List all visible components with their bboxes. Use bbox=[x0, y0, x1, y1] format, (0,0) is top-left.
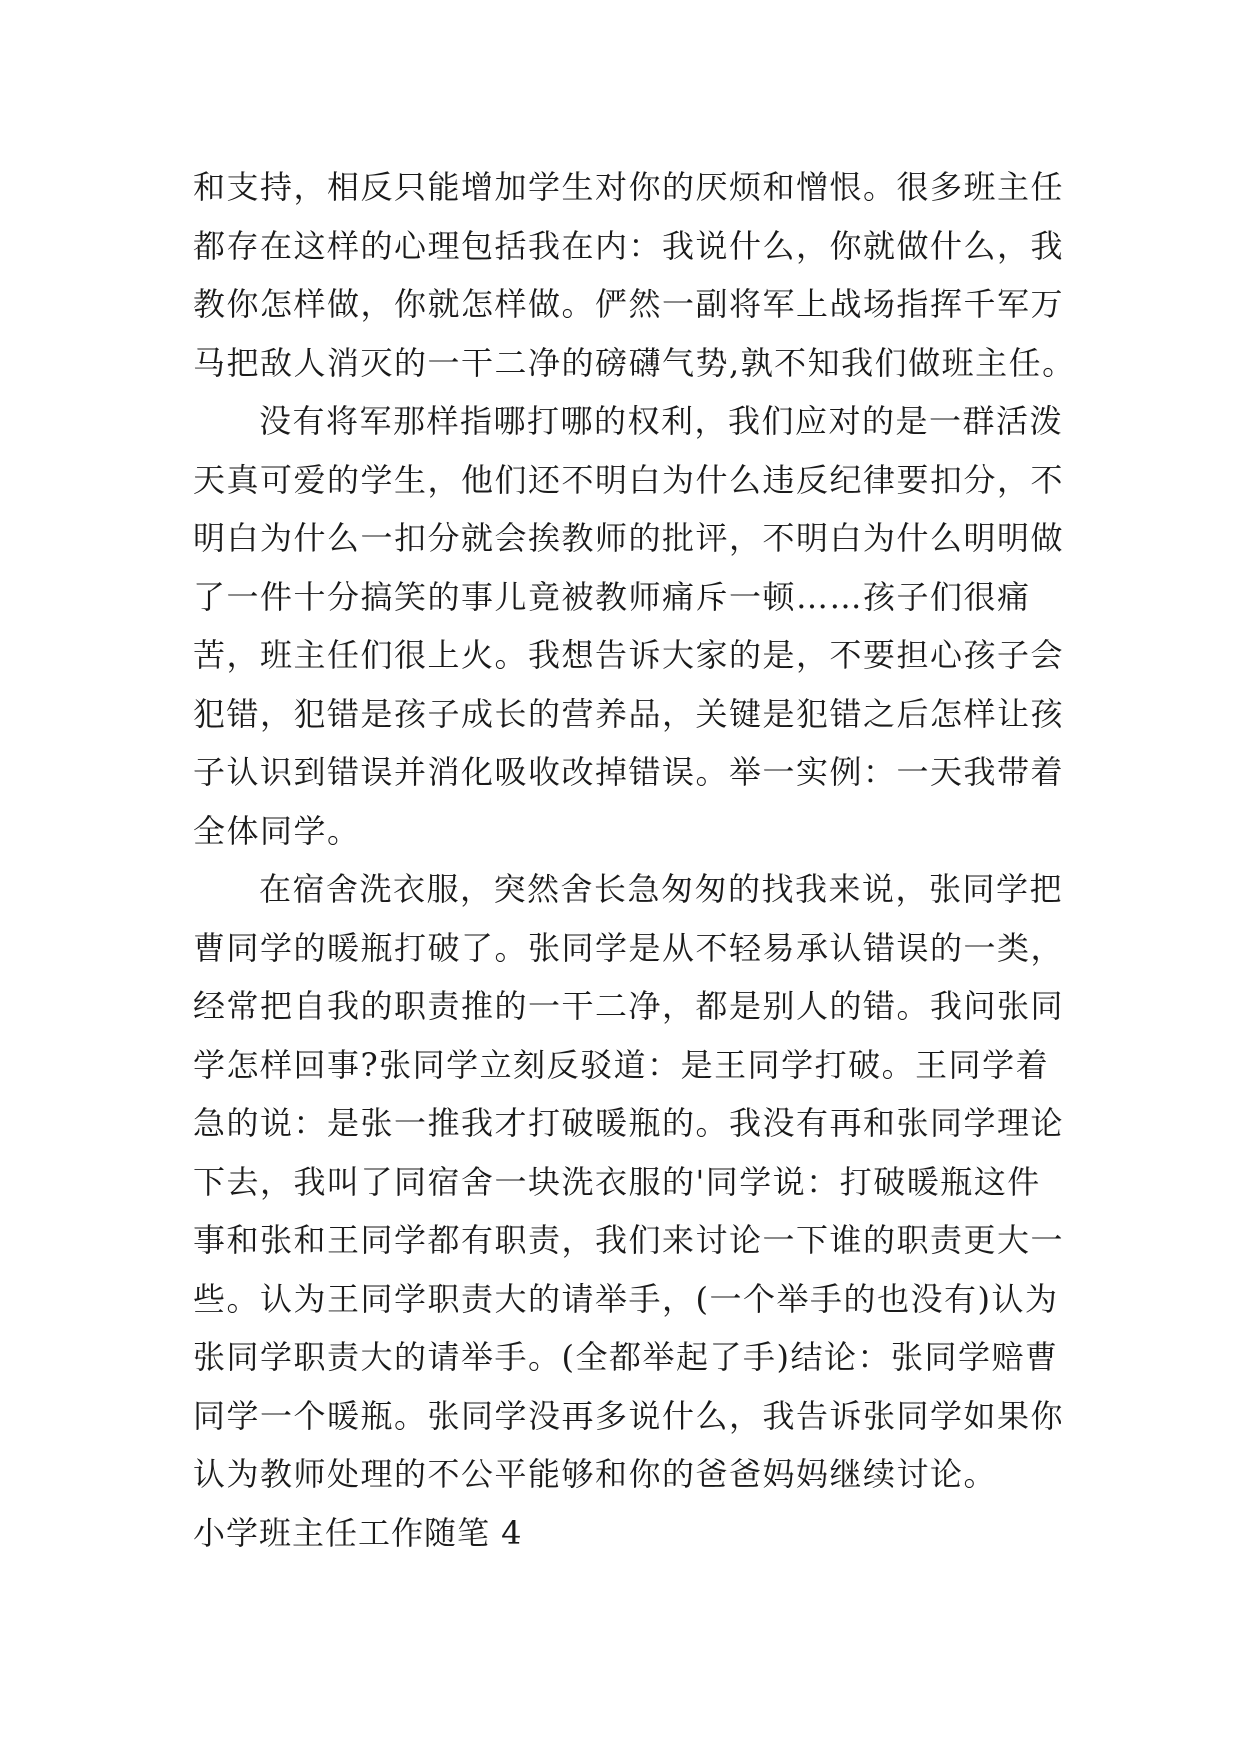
text-line: 了一件十分搞笑的事儿竟被教师痛斥一顿……孩子们很痛 bbox=[193, 577, 1031, 616]
text-line: 和支持，相反只能增加学生对你的厌烦和憎恨。很多班主任 bbox=[193, 168, 1065, 206]
text-line: 都存在这样的心理包括我在内：我说什么，你就做什么，我 bbox=[193, 226, 1065, 265]
text-line: 苦，班主任们很上火。我想告诉大家的是，不要担心孩子会 bbox=[193, 636, 1065, 674]
text-line: 认为教师处理的不公平能够和你的爸爸妈妈继续讨论。 bbox=[193, 1455, 998, 1493]
text-line: 子认识到错误并消化吸收改掉错误。举一实例：一天我带着 bbox=[193, 753, 1065, 791]
text-line: 学怎样回事?张同学立刻反驳道：是王同学打破。王同学着 bbox=[193, 1045, 1050, 1084]
body-text bbox=[193, 158, 1076, 1562]
text-line: 全体同学。 bbox=[193, 811, 361, 850]
text-line: 没有将军那样指哪打哪的权利，我们应对的是一群活泼 bbox=[259, 402, 1064, 440]
text-line: 天真可爱的学生，他们还不明白为什么违反纪律要扣分，不 bbox=[193, 460, 1065, 499]
text-line: 事和张和王同学都有职责，我们来讨论一下谁的职责更大一 bbox=[193, 1221, 1065, 1259]
text-line: 急的说：是张一推我才打破暖瓶的。我没有再和张同学理论 bbox=[193, 1104, 1065, 1142]
text-line: 张同学职责大的请举手。(全都举起了手)结论：张同学赔曹 bbox=[193, 1338, 1059, 1376]
text-line: 曹同学的暖瓶打破了。张同学是从不轻易承认错误的一类， bbox=[193, 928, 1065, 967]
text-line: 在宿舍洗衣服，突然舍长急匆匆的找我来说，张同学把 bbox=[259, 870, 1064, 908]
text-line: 经常把自我的职责推的一干二净，都是别人的错。我问张同 bbox=[193, 987, 1065, 1025]
text-line: 些。认为王同学职责大的请举手，(一个举手的也没有)认为 bbox=[193, 1279, 1059, 1318]
text-line: 同学一个暖瓶。张同学没再多说什么，我告诉张同学如果你 bbox=[193, 1396, 1065, 1435]
text-line: 犯错，犯错是孩子成长的营养品，关键是犯错之后怎样让孩 bbox=[193, 694, 1065, 733]
text-line: 教你怎样做，你就怎样做。俨然一副将军上战场指挥千军万 bbox=[193, 285, 1065, 323]
text-line: 下去，我叫了同宿舍一块洗衣服的'同学说：打破暖瓶这件 bbox=[193, 1162, 1041, 1201]
text-line: 明白为什么一扣分就会挨教师的批评，不明白为什么明明做 bbox=[193, 519, 1065, 557]
text-line: 马把敌人消灭的一干二净的磅礴气势,孰不知我们做班主任。 bbox=[193, 343, 1076, 382]
section-heading: 小学班主任工作随笔 4 bbox=[193, 1513, 523, 1552]
